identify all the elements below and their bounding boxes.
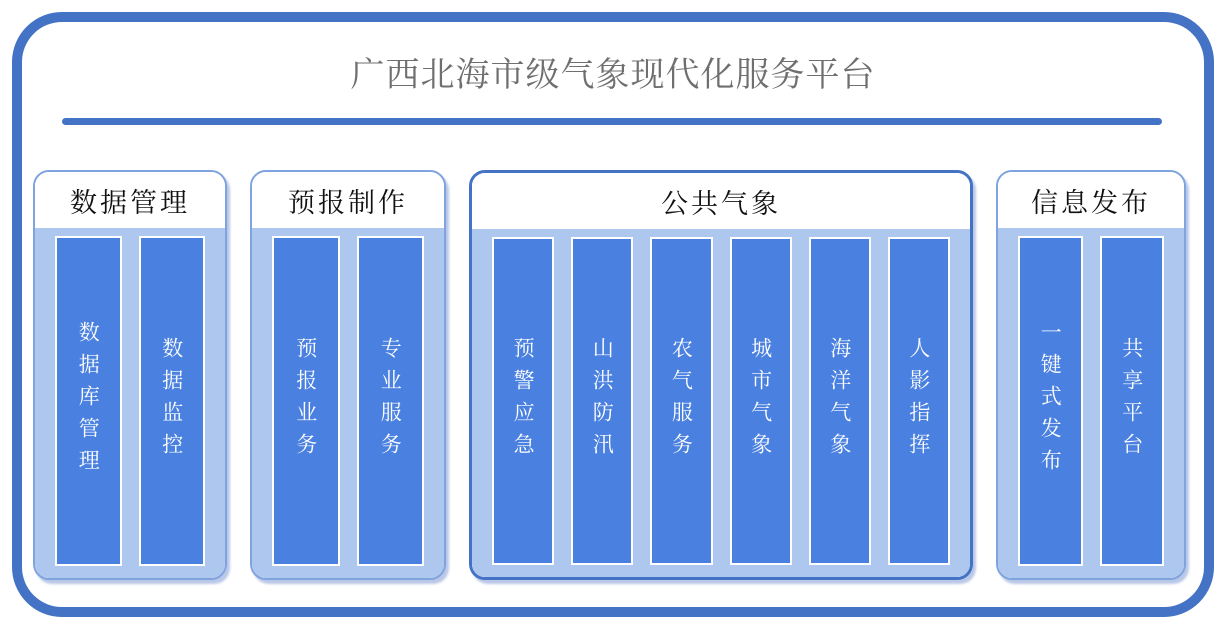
group-title: 数据管理: [35, 172, 225, 228]
module-bar: [1018, 236, 1083, 566]
group-body: [35, 228, 225, 578]
module-bar: [272, 236, 340, 566]
group-forecast-production: [250, 170, 446, 580]
module-bar: [1100, 236, 1165, 566]
module-bar-label: 预警应急: [511, 337, 536, 465]
module-bar: [492, 237, 554, 565]
module-bar-label: 专业服务: [378, 337, 403, 465]
group-body: [252, 228, 444, 578]
module-bar-label: 城市气象: [748, 337, 773, 465]
module-bar: [55, 236, 122, 566]
group-title: 公共气象: [472, 173, 970, 229]
title-divider: [62, 118, 1162, 125]
module-bar-label: 人影指挥: [906, 337, 931, 465]
module-bar-label: 山洪防汛: [590, 337, 615, 465]
module-bar: [139, 236, 206, 566]
module-bar-label: 农气服务: [669, 337, 694, 465]
module-bar-label: 海洋气象: [827, 337, 852, 465]
module-bar-label: 共享平台: [1119, 337, 1144, 465]
group-body: [472, 229, 970, 577]
module-bar-label: 数据监控: [159, 337, 184, 465]
module-bar-label: 一键式发布: [1038, 321, 1063, 481]
module-bar-label: 数据库管理: [76, 321, 101, 481]
module-bar: [888, 237, 950, 565]
group-data-management: [33, 170, 227, 580]
module-bar: [571, 237, 633, 565]
group-title: 信息发布: [998, 172, 1184, 228]
groups-row: [33, 170, 1186, 580]
group-public-meteorology: [469, 170, 973, 580]
group-information-release: [996, 170, 1186, 580]
group-body: [998, 228, 1184, 578]
module-bar: [650, 237, 712, 565]
page-title: 广西北海市级气象现代化服务平台: [350, 56, 876, 94]
module-bar: [730, 237, 792, 565]
module-bar: [357, 236, 425, 566]
module-bar: [809, 237, 871, 565]
group-title: 预报制作: [252, 172, 444, 228]
module-bar-label: 预报业务: [293, 337, 318, 465]
